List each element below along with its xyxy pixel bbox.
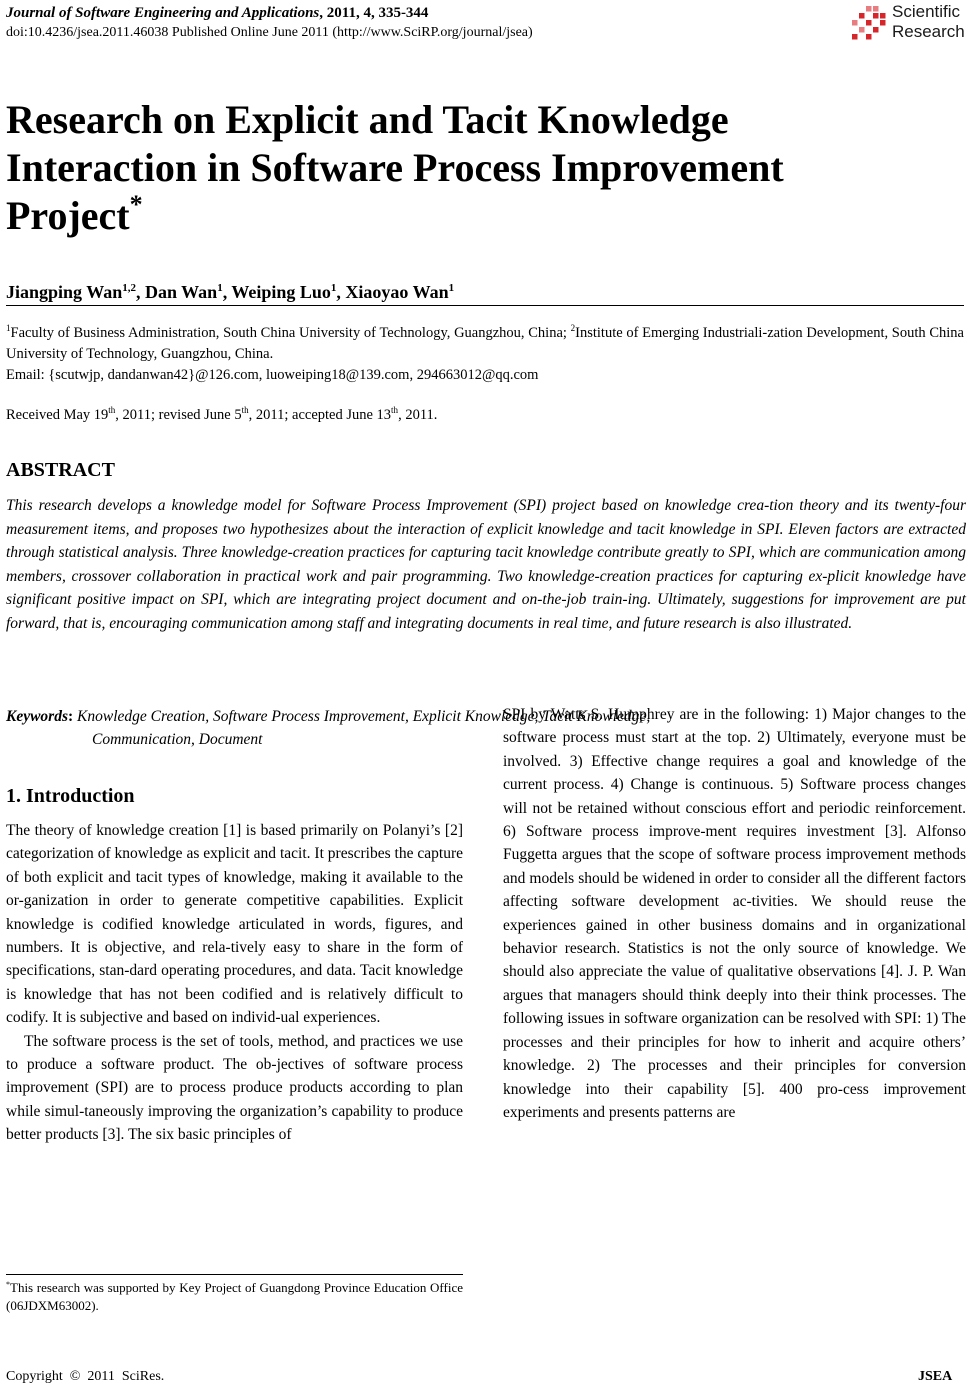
affil-mark-1: 1 [6,323,11,333]
logo-square [852,20,858,26]
affiliation-text [6,323,964,365]
affil-mark-2: 2 [570,323,576,333]
received-dates [6,405,437,425]
author-2 [145,282,231,302]
doi-line: doi:10.4236/jsea.2011.46038 Published Online June 2011 (http://www.SciRP.org/journal/jsea) [6,25,533,40]
footnote [6,1279,463,1315]
ordinal-suffix: th [391,405,399,415]
footnote-divider [6,1274,463,1275]
title-line-2: Interaction in Software Process Improvement [6,145,784,190]
author-name: Weiping Luo [231,282,331,302]
publisher-logo [848,2,970,46]
author-separator: , [135,282,145,302]
author-affil-mark: 1 [330,282,337,294]
publisher-logo-text [892,2,965,42]
title-line-3-text: Project [6,193,130,238]
author-affil-mark: 1,2 [122,282,136,294]
affiliations [6,323,964,386]
keywords-line-1: Knowledge Creation, Software Process Improvement, Explicit Knowledge, Tacit Knowledge, [77,708,651,725]
logo-square [880,20,886,26]
keywords-colon: : [68,708,74,725]
journal-name: Journal of Software Engineering and Applications [6,5,320,21]
logo-square [866,34,872,40]
accepted-part: , 2011; accepted June 13 [248,407,392,423]
intro-paragraph-2: The software process is the set of tools, method, and practices we use to produce a software product. The ob-jectives of software process improvement (SPI) are to process produce products according to plan while simul-taneously improving the organization’s capability to produce better products [3]. The six basic principles of [6,1032,463,1144]
intro-paragraph-1: The theory of knowledge creation [1] is based primarily on Polanyi’s [2] categorization of knowledge as explicit and tacit. It prescribes the capture of both explicit and tacit types of knowledge, making it available to the or-ganization in order to generate competitive capabilities. Explicit knowledge is codified knowledge articulated in words, figures, and numbers. It is objective, and rela-tively easy to share in the form of specifications, stan-dard operating procedures, and data. Tacit knowledge is knowledge that has not been codified and is relatively difficult to codify. It is subjective and based on individ-ual experiences. [6,822,463,1027]
affil-2: Institute of Emerging Industriali-zation Development, South China University of Technology, Guangzhou, China. [6,325,964,362]
logo-square [866,6,872,12]
footnote-text: This research was supported by Key Project of Guangdong Province Education Office (06JDXM63002). [6,1280,463,1313]
year-part: , 2011. [398,407,438,423]
keywords-line-2: Communication, Document [92,731,263,748]
author-list [6,280,454,304]
email-line: Email: {scutwjp, dandanwan42}@126.com, luoweiping18@139.com, 294663012@qq.com [6,367,539,383]
author-name: Dan Wan [144,282,218,302]
footnote-mark: * [6,1280,10,1289]
author-divider [6,305,964,306]
title-line-3 [6,192,906,240]
keywords-label: Keywords [6,708,68,725]
journal-abbreviation: JSEA [918,1369,953,1384]
left-column [6,783,463,1147]
logo-square [859,27,865,33]
logo-square [873,27,879,33]
logo-line-2: Research [892,22,965,41]
abstract-heading: ABSTRACT [6,459,115,481]
title-line-1: Research on Explicit and Tacit Knowledge [6,97,729,142]
right-column [503,703,966,1124]
author-1 [6,282,145,302]
author-3 [231,282,345,302]
author-affil-mark: 1 [217,282,223,294]
section-heading-introduction: 1. Introduction [6,785,135,807]
ordinal-suffix: th [241,405,249,415]
journal-header [6,4,428,23]
logo-square [873,6,879,12]
logo-line-1: Scientific [892,2,961,21]
author-name: Xiaoyao Wan [345,282,449,302]
copyright: Copyright © 2011 SciRes. [6,1369,165,1384]
logo-square [880,13,886,19]
author-separator: , [222,282,232,302]
publisher-logo-icon [848,2,890,44]
author-affil-mark: 1 [448,282,455,294]
received-part: Received May 19 [6,407,109,423]
logo-square [866,20,872,26]
abstract-text: This research develops a knowledge model for Software Process Improvement (SPI) project based on knowledge crea-tion theory and its twenty-four measurement items, and proposes two hypothesizes about the interaction of explicit knowledge and tacit knowledge in SPI. Eleven factors are extracted through statistical analysis. Three knowledge-creation practices for capturing tacit knowledge contribute greatly to SPI, which are communication among members, crossover collaboration in practical work and pair programming. Two knowledge-creation practices for capturing ex-plicit knowledge have significant positive impact on SPI, which are integrating project document and on-the-job train-ing. Ultimately, suggestions for improvement are put forward, that is, encouraging communication among staff and integrating documents in real time, and future research is also illustrated. [6,497,966,632]
affil-1: Faculty of Business Administration, South China University of Technology, Guangzhou, China; [10,325,571,341]
logo-square [873,13,879,19]
journal-volume: , 2011, 4, 335-344 [319,5,429,21]
ordinal-suffix: th [108,405,116,415]
logo-square [859,13,865,19]
title-footnote-mark: * [129,190,143,219]
intro-paragraph-3: SPI by Watts S. Humphrey are in the following: 1) Major changes to the software process must start at the top. 2) Ultimately, everyone must be involved. 3) Effective change requires a goal and knowledge of the current process. 4) Change is continuous. 5) Software process changes will not be retained without conscious effort and periodic reinforcement. 6) Software process improve-ment requires investment [3]. Alfonso Fuggetta argues that the scope of software process improvement methods and models should be widened in order to consider all the different factors affecting software development ac-tivities. We should reuse the experiences gained in other business domains and in organizational behavior research. Statistics is not the only source of knowledge. We should also appreciate the value of qualitative observations [4]. J. P. Wan argues that managers should think deeply into their think processes. The following issues in software organization can be resolved with SPI: 1) The processes and their principles for how to inherit and acquire others’ knowledge. 2) The processes and their principles for conversion knowledge into their capability [5]. 400 pro-cess improvement experiments and presents patterns are [503,706,966,1121]
author-4 [345,282,454,302]
author-name: Jiangping Wan [6,282,123,302]
author-separator: , [336,282,346,302]
paper-title [6,96,906,240]
logo-square [852,34,858,40]
revised-part: , 2011; revised June 5 [115,407,242,423]
